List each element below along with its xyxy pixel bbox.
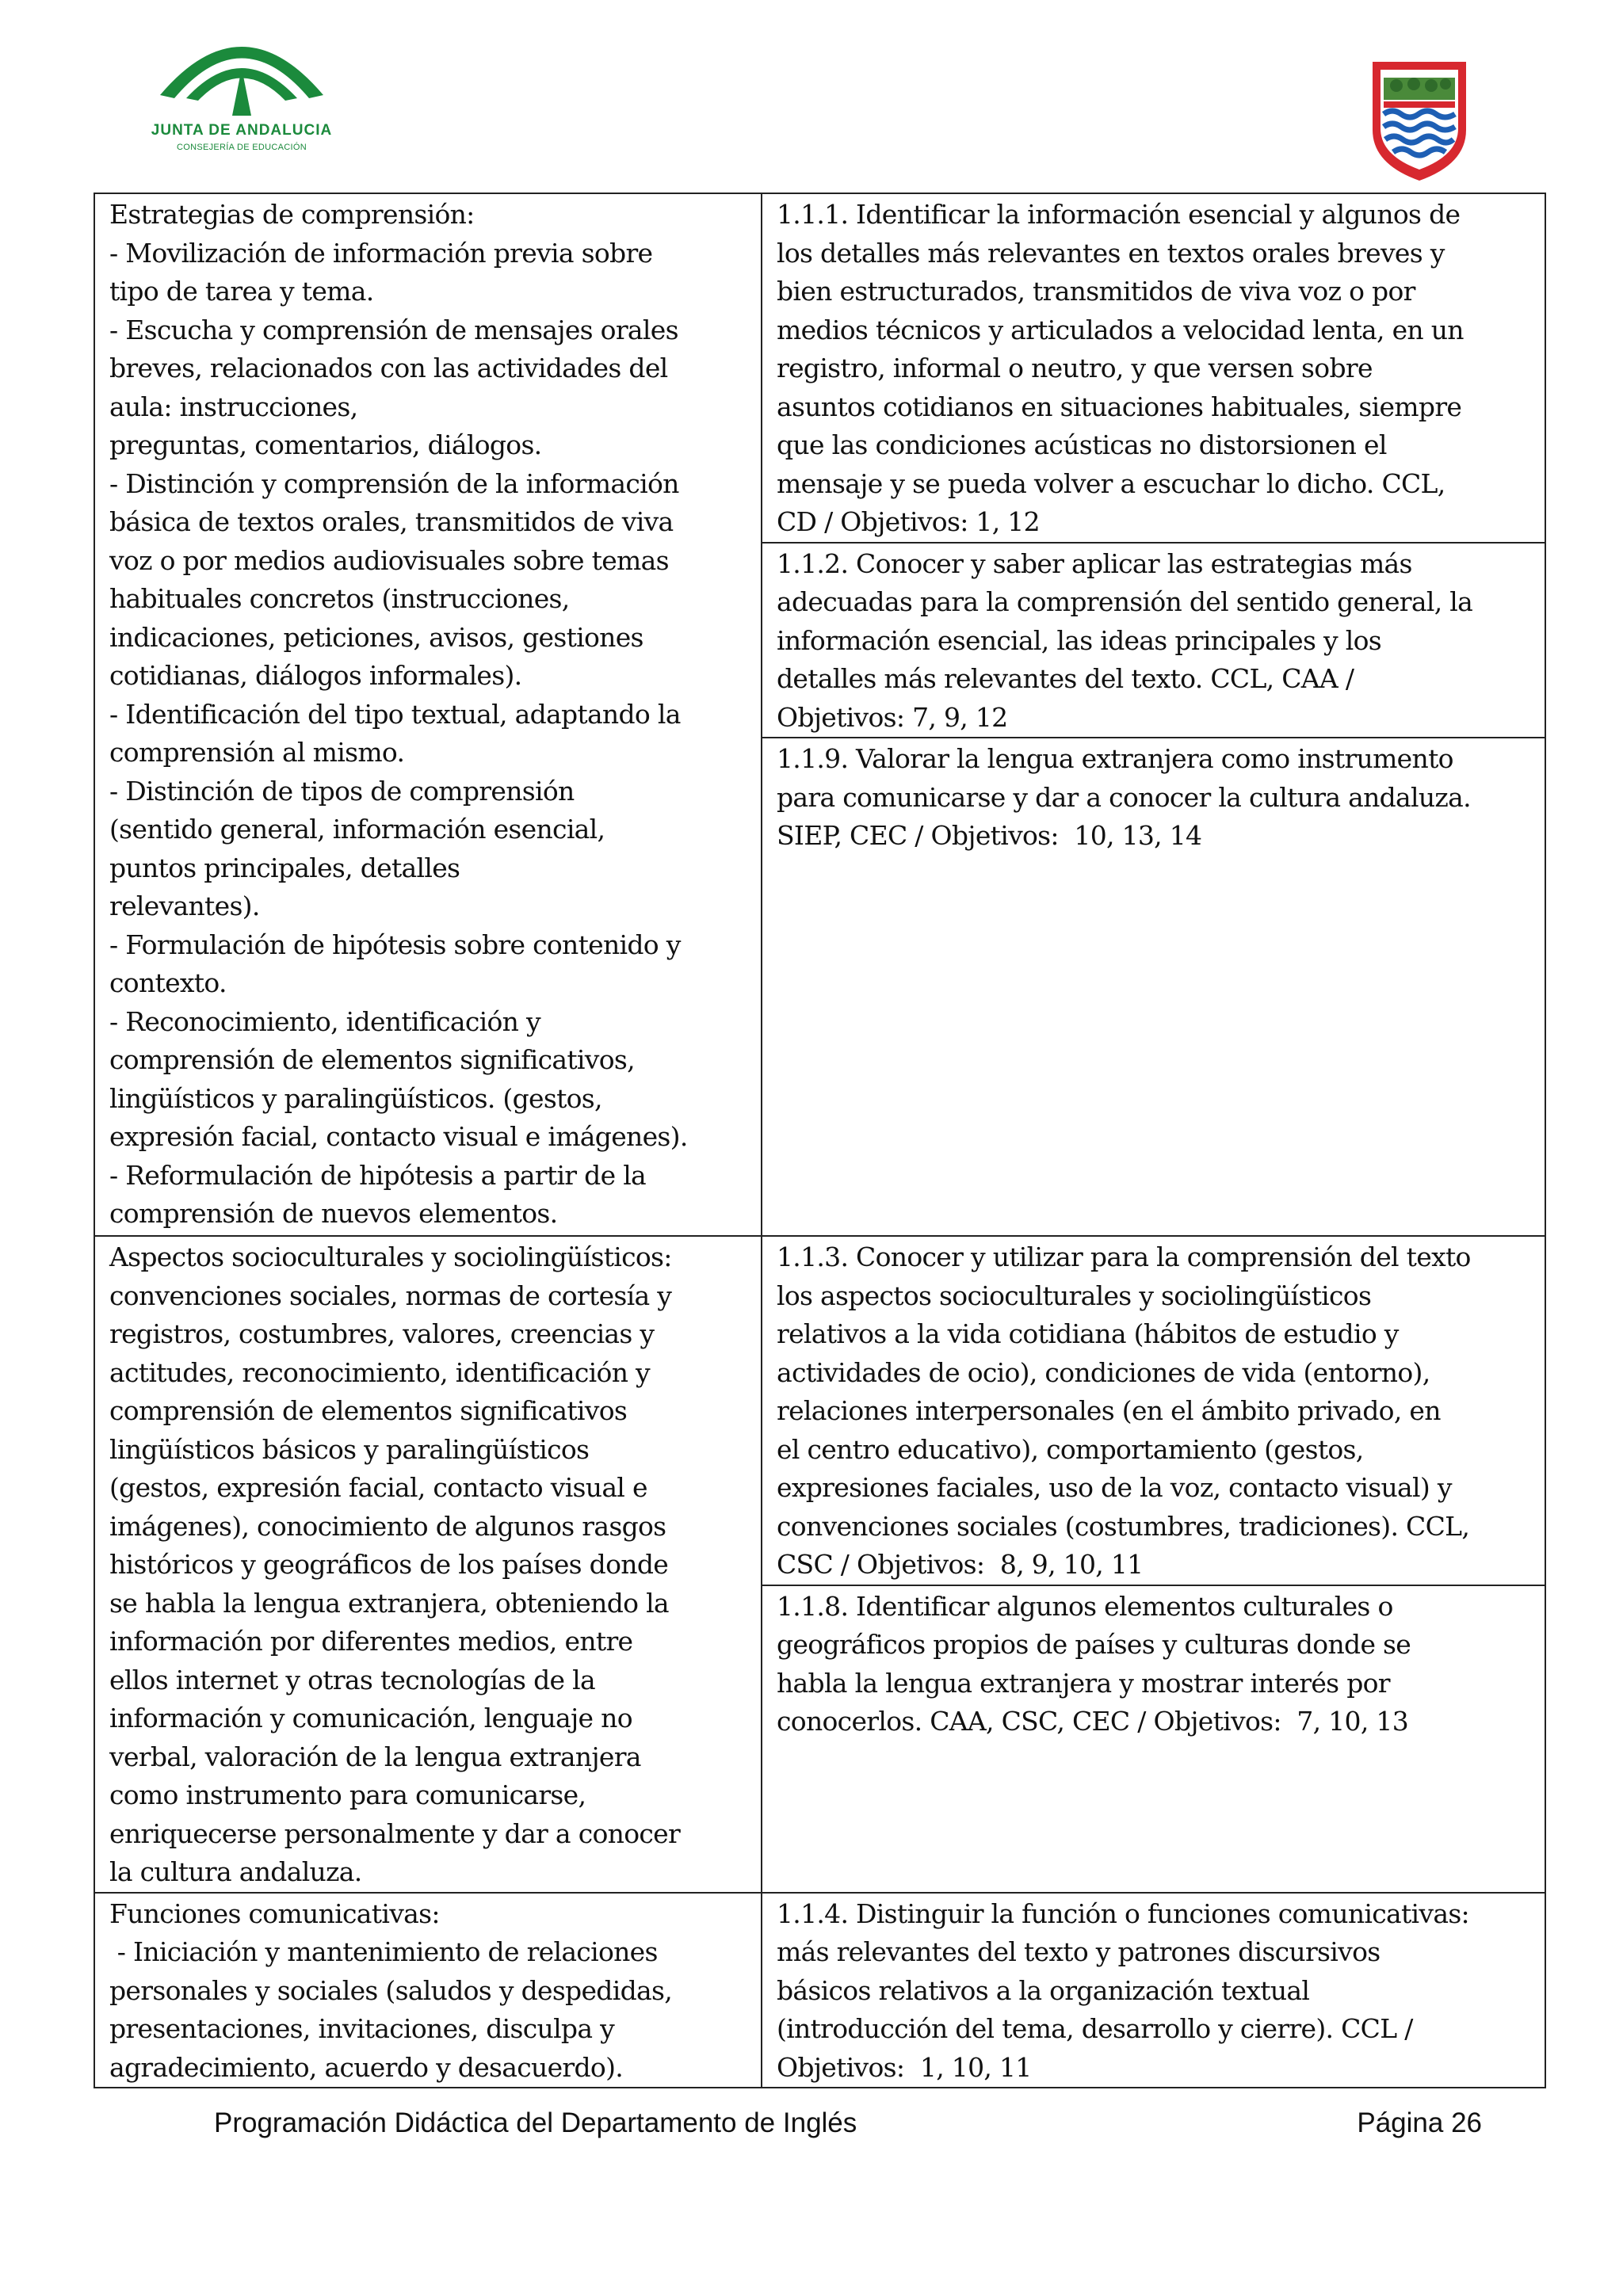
cell-line: presentaciones, invitaciones, disculpa y	[109, 2013, 615, 2044]
cell-line: expresión facial, contacto visual e imágenes).	[109, 1121, 688, 1152]
cell-line: relaciones interpersonales (en el ámbito privado, en	[777, 1395, 1441, 1426]
cell-line: voz o por medios audiovisuales sobre temas	[109, 544, 669, 576]
cell-line: comprensión al mismo.	[109, 737, 405, 768]
cell-line: registro, informal o neutro, y que versen sobre	[777, 353, 1373, 383]
cell-line: mensaje y se pueda volver a escuchar lo dicho. CCL,	[777, 467, 1445, 499]
cell-line: se habla la lengua extranjera, obteniendo la	[109, 1587, 669, 1619]
cell-line: - Distinción de tipos de comprensión	[109, 775, 575, 807]
criterion-cell	[762, 193, 1545, 543]
cell-line: actitudes, reconocimiento, identificación y	[109, 1356, 650, 1388]
cell-line: relativos a la vida cotidiana (hábitos de estudio y	[777, 1318, 1399, 1349]
municipal-shield-logo	[1368, 57, 1471, 184]
cell-line: históricos y geográficos de los países donde	[109, 1549, 669, 1580]
cell-line: Aspectos socioculturales y sociolingüísticos:	[109, 1241, 672, 1272]
cell-line: (gestos, expresión facial, contacto visual e	[109, 1472, 647, 1503]
cell-line: más relevantes del texto y patrones discursivos	[777, 1936, 1381, 1967]
cell-line: - Iniciación y mantenimiento de relaciones	[109, 1936, 658, 1967]
cell-line: registros, costumbres, valores, creencias y	[109, 1318, 655, 1349]
cell-line: información por diferentes medios, entre	[109, 1626, 633, 1657]
criterion-cell	[762, 1585, 1545, 1893]
cell-line: el centro educativo), comportamiento (gestos,	[777, 1433, 1364, 1465]
cell-line: comprensión de nuevos elementos.	[109, 1198, 558, 1229]
cell-line: que las condiciones acústicas no distorsionen el	[777, 429, 1387, 460]
cell-line: básicos relativos a la organización textual	[777, 1974, 1310, 2006]
cell-line: indicaciones, peticiones, avisos, gestiones	[109, 621, 643, 653]
cell-line: imágenes), conocimiento de algunos rasgos	[109, 1510, 666, 1542]
cell-line: - Identificación del tipo textual, adaptando la	[109, 698, 681, 730]
cell-line: lingüísticos básicos y paralingüísticos	[109, 1433, 590, 1465]
cell-line: bien estructurados, transmitidos de viva voz o por	[777, 276, 1415, 307]
cell-line: ellos internet y otras tecnologías de la	[109, 1664, 595, 1695]
contents-cell	[94, 1236, 762, 1893]
cell-line: CD / Objetivos: 1, 12	[777, 506, 1040, 537]
cell-line: - Reconocimiento, identificación y	[109, 1005, 540, 1037]
cell-line: 1.1.3. Conocer y utilizar para la comprensión del texto	[777, 1241, 1471, 1272]
cell-line: cotidianas, diálogos informales).	[109, 660, 522, 691]
cell-line: puntos principales, detalles	[109, 852, 460, 883]
footer-title: Programación Didáctica del Departamento de Inglés	[214, 2107, 857, 2138]
cell-line: básica de textos orales, transmitidos de viva	[109, 506, 674, 537]
cell-line: 1.1.9. Valorar la lengua extranjera como instrumento	[777, 743, 1453, 774]
cell-line: habla la lengua extranjera y mostrar interés por	[777, 1667, 1390, 1699]
cell-line: 1.1.8. Identificar algunos elementos culturales o	[777, 1590, 1393, 1622]
cell-line: actividades de ocio), condiciones de vida (entorno),	[777, 1356, 1430, 1388]
cell-line: la cultura andaluza.	[109, 1856, 362, 1887]
cell-line: expresiones faciales, uso de la voz, contacto visual) y	[777, 1472, 1452, 1503]
cell-line: convenciones sociales (costumbres, tradiciones). CCL,	[777, 1510, 1470, 1542]
cell-line: comprensión de elementos significativos,	[109, 1044, 635, 1075]
cell-line: - Movilización de información previa sobre	[109, 237, 653, 269]
shield-icon	[1368, 57, 1471, 184]
cell-line: - Escucha y comprensión de mensajes orales	[109, 314, 678, 345]
cell-line: medios técnicos y articulados a velocidad lenta, en un	[777, 314, 1464, 345]
cell-line: - Distinción y comprensión de la información	[109, 467, 679, 499]
cell-line: como instrumento para comunicarse,	[109, 1779, 586, 1810]
page-number: Página 26	[1357, 2107, 1482, 2138]
cell-line: Objetivos: 1, 10, 11	[777, 2051, 1032, 2083]
logo-title: JUNTA DE ANDALUCIA	[151, 122, 333, 139]
cell-line: para comunicarse y dar a conocer la cultura andaluza.	[777, 781, 1471, 813]
cell-line: habituales concretos (instrucciones,	[109, 583, 570, 614]
cell-line: 1.1.2. Conocer y saber aplicar las estrategias más	[777, 547, 1412, 579]
criterion-cell	[762, 1893, 1545, 2088]
cell-line: preguntas, comentarios, diálogos.	[109, 429, 542, 460]
cell-line: Objetivos: 7, 9, 12	[777, 701, 1008, 733]
cell-line: lingüísticos y paralingüísticos. (gestos,	[109, 1082, 602, 1114]
cell-line: geográficos propios de países y culturas donde se	[777, 1629, 1411, 1660]
contents-cell	[94, 193, 762, 1236]
cell-line: 1.1.4. Distinguir la función o funciones comunicativas:	[777, 1897, 1469, 1929]
cell-line: aula: instrucciones,	[109, 391, 358, 422]
cell-line: personales y sociales (saludos y despedidas,	[109, 1974, 673, 2006]
table-row	[94, 1893, 1545, 2088]
cell-line: 1.1.1. Identificar la información esencial y algunos de	[777, 199, 1461, 230]
cell-line: los aspectos socioculturales y sociolingüísticos	[777, 1280, 1372, 1311]
cell-line: enriquecerse personalmente y dar a conocer	[109, 1817, 681, 1849]
criterion-cell	[762, 738, 1545, 1236]
cell-line: (sentido general, información esencial,	[109, 814, 605, 845]
cell-line: agradecimiento, acuerdo y desacuerdo).	[109, 2051, 624, 2083]
cell-line: contexto.	[109, 967, 227, 998]
cell-line: información y comunicación, lenguaje no	[109, 1703, 632, 1733]
table-row	[94, 1236, 1545, 1585]
page-footer	[214, 2107, 1482, 2139]
cell-line: CSC / Objetivos: 8, 9, 10, 11	[777, 1549, 1144, 1580]
content-table	[94, 193, 1546, 2088]
cell-line: breves, relacionados con las actividades del	[109, 353, 668, 383]
cell-line: los detalles más relevantes en textos orales breves y	[777, 237, 1445, 269]
contents-cell	[94, 1893, 762, 2088]
cell-line: relevantes).	[109, 891, 260, 921]
criterion-cell	[762, 1236, 1545, 1585]
cell-line: tipo de tarea y tema.	[109, 276, 374, 307]
cell-line: - Reformulación de hipótesis a partir de la	[109, 1159, 647, 1191]
junta-arch-emblem-icon	[151, 22, 333, 121]
cell-line: detalles más relevantes del texto. CCL, CAA /	[777, 663, 1354, 694]
junta-andalucia-logo	[151, 22, 333, 161]
table-row	[94, 193, 1545, 543]
logo-subtitle: CONSEJERÍA DE EDUCACIÓN	[177, 143, 307, 152]
cell-line: comprensión de elementos significativos	[109, 1395, 628, 1426]
cell-line: convenciones sociales, normas de cortesía y	[109, 1280, 672, 1311]
cell-line: conocerlos. CAA, CSC, CEC / Objetivos: 7, 10, 13	[777, 1706, 1409, 1737]
cell-line: Estrategias de comprensión:	[109, 199, 475, 230]
cell-line: adecuadas para la comprensión del sentido general, la	[777, 586, 1473, 617]
cell-line: Funciones comunicativas:	[109, 1897, 440, 1929]
cell-line: - Formulación de hipótesis sobre contenido y	[109, 929, 681, 960]
cell-line: asuntos cotidianos en situaciones habituales, siempre	[777, 391, 1462, 422]
cell-line: verbal, valoración de la lengua extranjera	[109, 1741, 641, 1772]
cell-line: información esencial, las ideas principales y los	[777, 624, 1381, 656]
criterion-cell	[762, 543, 1545, 738]
cell-line: SIEP, CEC / Objetivos: 10, 13, 14	[777, 820, 1202, 851]
cell-line: (introducción del tema, desarrollo y cierre). CCL /	[777, 2013, 1413, 2044]
